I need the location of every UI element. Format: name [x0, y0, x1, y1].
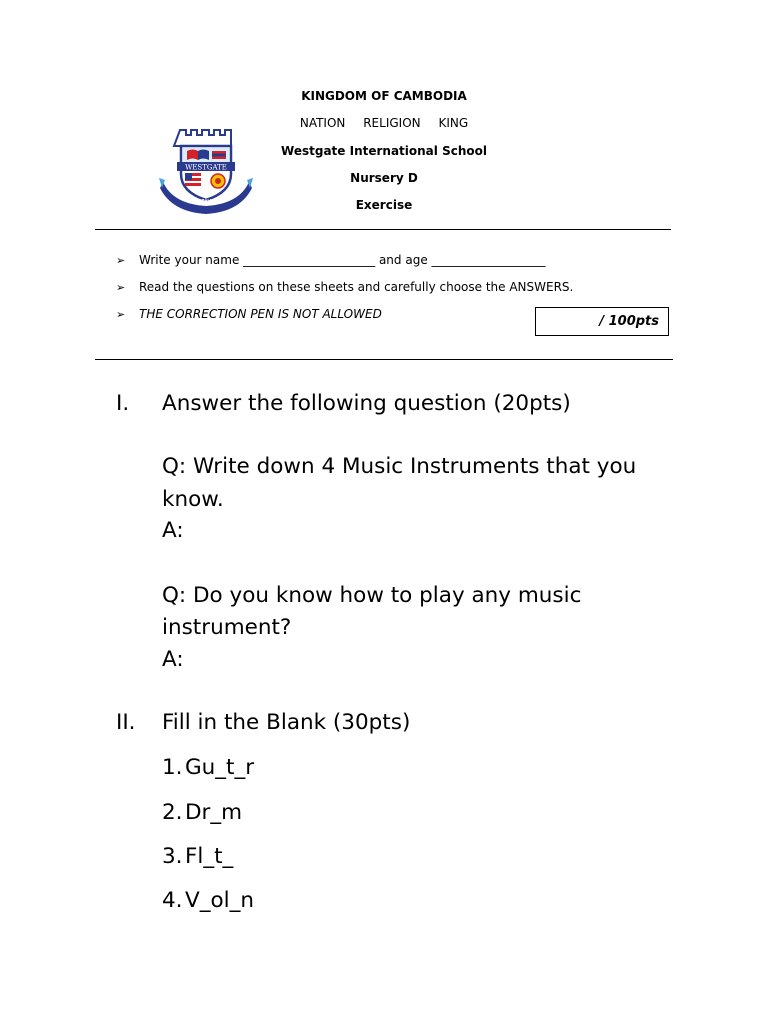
- instruction-no-correction-pen: [116, 306, 382, 323]
- instructions-divider: [95, 359, 673, 360]
- fill-blank-word: Fl_t_: [185, 844, 234, 869]
- fill-blank-number: 2.: [162, 800, 183, 825]
- question-2-line-2: instrument?: [162, 615, 292, 640]
- instruction-name-age: [116, 252, 546, 269]
- arrow-bullet-icon: ➢: [116, 254, 126, 267]
- instruction-read-questions: [116, 279, 573, 296]
- national-motto: [0, 115, 768, 131]
- fill-blank-number: 1.: [162, 755, 183, 780]
- crest-ribbon-text: INTERNATIONAL SCHOOL: [171, 189, 241, 206]
- fill-blank-word: Gu_t_r: [185, 755, 255, 780]
- score-box: / 100pts: [535, 307, 669, 336]
- school-name: Westgate International School: [281, 144, 487, 158]
- country-heading: KINGDOM OF CAMBODIA: [301, 89, 467, 103]
- question-1-line-2: know.: [162, 487, 224, 512]
- section-1-numeral: I.: [116, 391, 130, 416]
- fill-blank-word: Dr_m: [185, 800, 243, 825]
- school-crest-logo: [155, 120, 257, 218]
- motto-word-king: KING: [438, 116, 469, 130]
- instruction-text: Read the questions on these sheets and carefully choose the ANSWERS.: [139, 280, 574, 294]
- motto-word-nation: NATION: [299, 116, 346, 130]
- question-1-line-1: Q: Write down 4 Music Instruments that you: [162, 454, 637, 479]
- fill-blank-word: V_ol_n: [185, 888, 254, 913]
- motto-word-religion: RELIGION: [363, 116, 421, 130]
- answer-2-label: A:: [162, 647, 184, 672]
- question-2-line-1: Q: Do you know how to play any music: [162, 583, 582, 608]
- answer-1-label: A:: [162, 518, 184, 543]
- crest-name-text: WESTGATE: [185, 163, 227, 172]
- section-1-title: Answer the following question (20pts): [162, 391, 571, 416]
- fill-blank-number: 3.: [162, 844, 183, 869]
- section-2-title: Fill in the Blank (30pts): [162, 710, 411, 735]
- arrow-bullet-icon: ➢: [116, 308, 126, 321]
- document-type: Exercise: [355, 198, 413, 212]
- section-2-numeral: II.: [116, 710, 136, 735]
- instruction-text: Write your name ______________________ and age ___________________: [139, 253, 546, 267]
- class-name: Nursery D: [350, 171, 418, 185]
- instruction-text: THE CORRECTION PEN IS NOT ALLOWED: [139, 307, 382, 321]
- header-divider: [95, 229, 671, 230]
- arrow-bullet-icon: ➢: [116, 281, 126, 294]
- fill-blank-number: 4.: [162, 888, 183, 913]
